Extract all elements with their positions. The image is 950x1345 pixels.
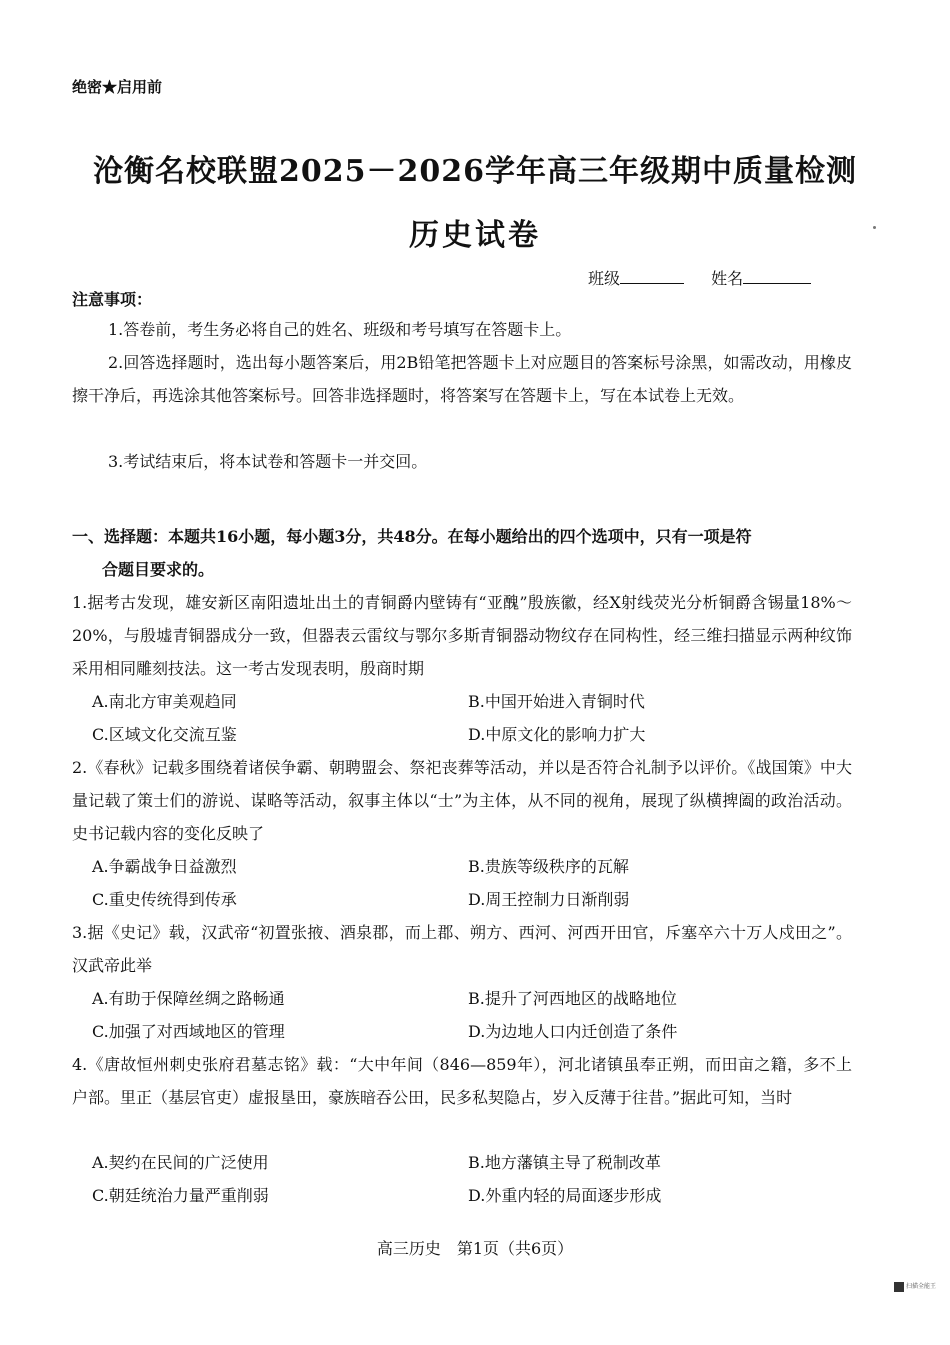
page-footer: 高三历史 第1页（共6页） [376, 1239, 574, 1258]
option-a: A.契约在民间的广泛使用 [92, 1153, 269, 1172]
scanner-watermark [894, 1281, 938, 1293]
option-b: B.地方藩镇主导了税制改革 [468, 1153, 661, 1172]
option-c: C.朝廷统治力量严重削弱 [92, 1186, 269, 1205]
exam-title: 沧衡名校联盟2025－2026学年高三年级期中质量检测 [93, 154, 857, 189]
question-stem: 2.《春秋》记载多围绕着诸侯争霸、朝聘盟会、祭祀丧葬等活动，并以是否符合礼制予以评价。《战国策》中大量记载了策士们的游说、谋略等活动，叙事主体以“士”为主体，从不同的视角，展现了纵横捭阖的政治活动。史书记载内容的变化反映了 [72, 758, 852, 843]
name-blank [743, 269, 811, 284]
note-item: 2.回答选择题时，选出每小题答案后，用2B铅笔把答题卡上对应题目的答案标号涂黑，如需改动，用橡皮擦干净后，再选涂其他答案标号。回答非选择题时，将答案写在答题卡上，写在本试卷上无效。 [72, 353, 852, 405]
option-c: C.区域文化交流互鉴 [92, 725, 237, 744]
note-item: 3.考试结束后，将本试卷和答题卡一并交回。 [108, 452, 428, 471]
watermark-text: 扫描全能王 [906, 1283, 937, 1290]
question-stem: 1.据考古发现，雄安新区南阳遗址出土的青铜爵内壁铸有“亚醜”殷族徽，经X射线荧光分析铜爵含锡量18%～20%，与殷墟青铜器成分一致，但器表云雷纹与鄂尔多斯青铜器动物纹存在同构性，经三维扫描显示两种纹饰采用相同雕刻技法。这一考古发现表明，殷商时期 [72, 593, 852, 678]
option-b: B.提升了河西地区的战略地位 [468, 989, 677, 1008]
exam-subtitle: 历史试卷 [409, 218, 541, 253]
note-item: 1.答卷前，考生务必将自己的姓名、班级和考号填写在答题卡上。 [108, 320, 572, 339]
option-d: D.外重内轻的局面逐步形成 [468, 1186, 662, 1205]
scan-speck [873, 226, 876, 229]
class-blank [620, 269, 684, 284]
class-label: 班级 [588, 269, 621, 288]
option-a: A.争霸战争日益激烈 [92, 857, 237, 876]
qr-icon [894, 1282, 904, 1292]
section-heading: 一、选择题：本题共16小题，每小题3分，共48分。在每小题给出的四个选项中，只有一项是符 [72, 527, 752, 546]
option-d: D.中原文化的影响力扩大 [468, 725, 646, 744]
option-c: C.重史传统得到传承 [92, 890, 237, 909]
option-c: C.加强了对西域地区的管理 [92, 1022, 285, 1041]
option-b: B.贵族等级秩序的瓦解 [468, 857, 629, 876]
option-a: A.南北方审美观趋同 [92, 692, 237, 711]
option-b: B.中国开始进入青铜时代 [468, 692, 645, 711]
option-d: D.周王控制力日渐削弱 [468, 890, 630, 909]
question-stem: 3.据《史记》载，汉武帝“初置张掖、酒泉郡，而上郡、朔方、西河、河西开田官，斥塞卒六十万人戍田之”。汉武帝此举 [72, 923, 852, 975]
notes-heading: 注意事项： [72, 290, 153, 309]
option-d: D.为边地人口内迁创造了条件 [468, 1022, 678, 1041]
question-stem: 4.《唐故恒州刺史张府君墓志铭》载：“大中年间（846—859年），河北诸镇虽奉正朔，而田亩之籍，多不上户部。里正（基层官吏）虚报垦田，豪族暗吞公田，民多私契隐占，岁入反薄于往昔。”据此可知，当时 [72, 1055, 852, 1107]
student-info-fields [588, 266, 811, 289]
option-a: A.有助于保障丝绸之路畅通 [92, 989, 285, 1008]
confidential-mark: 绝密★启用前 [72, 78, 163, 96]
section-heading-cont: 合题目要求的。 [102, 560, 215, 579]
name-label: 姓名 [711, 269, 744, 288]
